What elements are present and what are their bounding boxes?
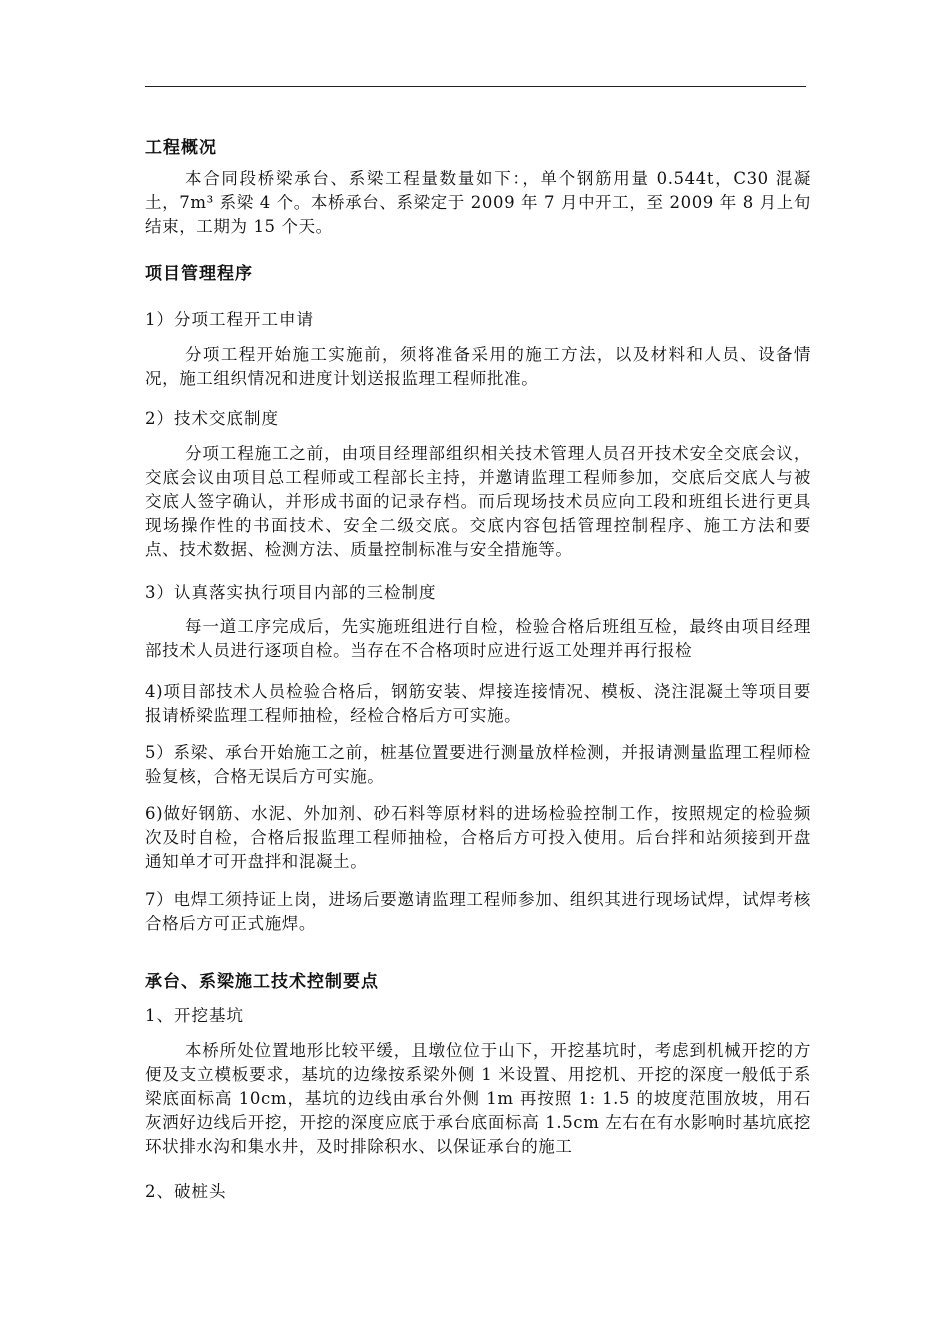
control-paragraph-1: 本桥所处位置地形比较平缓，且墩位位于山下，开挖基坑时，考虑到机械开挖的方便及支立模板要求，基坑的边缘按系梁外侧 1 米设置、用挖机、开挖的深度一般低于系梁底面标高 10cm，基坑的边线由承台外侧 1m 再按照 1: 1.5 的坡度范围放坡，用石灰洒好边线后开挖，开挖的深度应底于承台底面标高 1.5cm 左右在有水影响时基坑底挖环状排水沟和集水井，及时排除积水、以保证承台的施工 xyxy=(145,1041,811,1156)
control-item-2: 2、破桩头 xyxy=(145,1182,227,1201)
procedure-paragraph-2: 分项工程施工之前，由项目经理部组织相关技术管理人员召开技术安全交底会议，交底会议由项目总工程师或工程部长主持，并邀请监理工程师参加，交底后交底人与被交底人签字确认，并形成书面的记录存档。而后现场技术员应向工段和班组长进行更具现场操作性的书面技术、安全二级交底。交底内容包括管理控制程序、施工方法和要点、技术数据、检测方法、质量控制标准与安全措施等。 xyxy=(145,444,811,559)
procedure-item-2: 2）技术交底制度 xyxy=(145,409,279,428)
overview-paragraph: 本合同段桥梁承台、系梁工程量数量如下：，单个钢筋用量 0.544t，C30 混凝土，7m³ 系梁 4 个。本桥承台、系梁定于 2009 年 7 月中开工，至 2009 年 8 月上旬结束，工期为 15 个天。 xyxy=(145,169,811,236)
header-rule xyxy=(145,86,806,87)
procedure-paragraph-1: 分项工程开始施工实施前，须将准备采用的施工方法，以及材料和人员、设备情况，施工组织情况和进度计划送报监理工程师批准。 xyxy=(145,345,811,388)
control-item-1: 1、开挖基坑 xyxy=(145,1006,244,1025)
procedure-paragraph-3: 每一道工序完成后，先实施班组进行自检，检验合格后班组互检，最终由项目经理部技术人员进行逐项自检。当存在不合格项时应进行返工处理并再行报检 xyxy=(145,617,811,660)
procedure-item-4: 4)项目部技术人员检验合格后，钢筋安装、焊接连接情况、模板、浇注混凝土等项目要报请桥梁监理工程师抽检，经检合格后方可实施。 xyxy=(145,682,811,725)
procedure-item-3: 3）认真落实执行项目内部的三检制度 xyxy=(145,583,437,602)
heading-control: 承台、系梁施工技术控制要点 xyxy=(145,972,379,992)
procedure-item-7: 7）电焊工须持证上岗，进场后要邀请监理工程师参加、组织其进行现场试焊，试焊考核合格后方可正式施焊。 xyxy=(145,890,811,933)
procedure-item-1: 1）分项工程开工申请 xyxy=(145,310,314,329)
heading-overview: 工程概况 xyxy=(145,138,217,158)
procedure-item-6: 6)做好钢筋、水泥、外加剂、砂石料等原材料的进场检验控制工作，按照规定的检验频次及时自检，合格后报监理工程师抽检，合格后方可投入使用。后台拌和站须接到开盘通知单才可开盘拌和混凝土。 xyxy=(145,804,811,871)
heading-procedure: 项目管理程序 xyxy=(145,264,253,284)
procedure-item-5: 5）系梁、承台开始施工之前，桩基位置要进行测量放样检测，并报请测量监理工程师检验复核，合格无误后方可实施。 xyxy=(145,743,811,786)
